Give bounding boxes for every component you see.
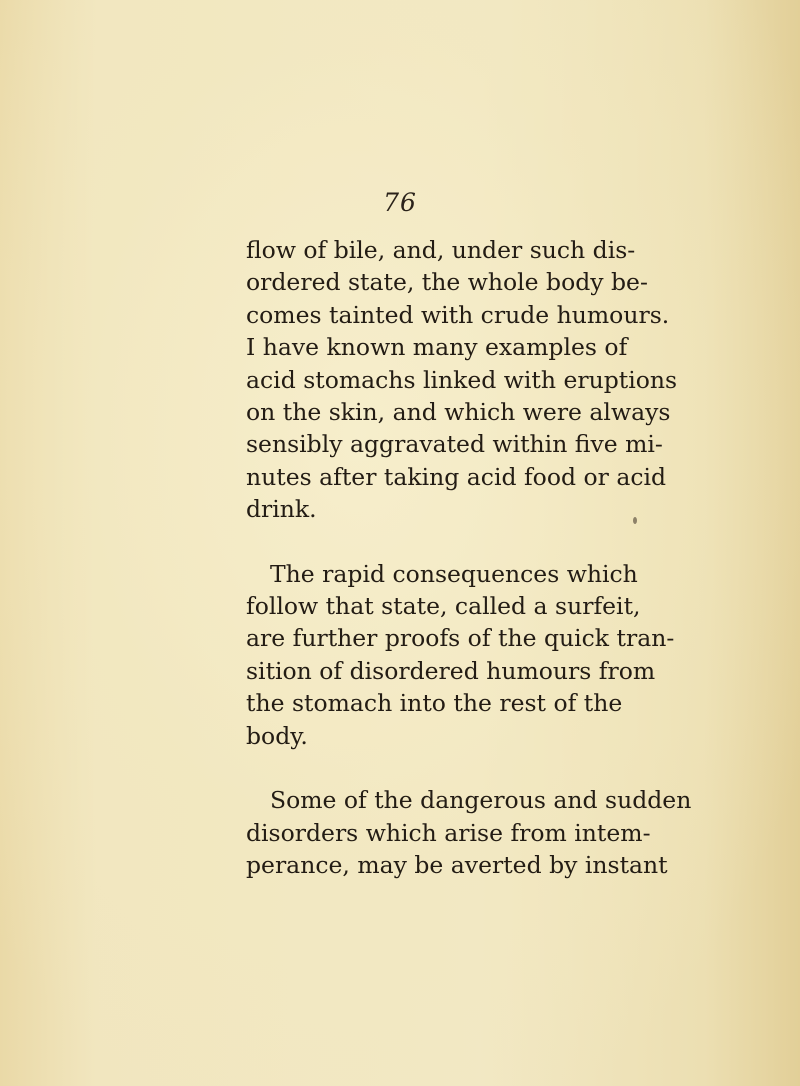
text-line: Some of the dangerous and sudden	[270, 786, 692, 815]
paragraph-1	[246, 234, 678, 526]
text-line: I have known many examples of	[246, 333, 628, 362]
text-line: ordered state, the whole body be-	[246, 268, 648, 297]
text-line: sensibly aggravated within five mi-	[246, 430, 663, 459]
text-line: the stomach into the rest of the	[246, 689, 623, 718]
text-line: on the skin, and which were always	[246, 398, 671, 427]
text-line: sition of disordered humours from	[246, 656, 656, 685]
text-line: follow that state, called a surfeit,	[246, 592, 641, 621]
body-text	[246, 234, 692, 881]
text-line: drink.	[246, 495, 317, 524]
page-number: 76	[383, 188, 417, 217]
paragraph-3	[246, 784, 692, 881]
text-line: comes tainted with crude humours.	[246, 300, 670, 329]
text-line: flow of bile, and, under such dis-	[246, 236, 636, 264]
text-line: are further proofs of the quick tran-	[246, 624, 675, 653]
text-line: perance, may be averted by instant	[246, 850, 668, 879]
text-line: disorders which arise from intem-	[246, 818, 651, 847]
text-line: nutes after taking acid food or acid	[246, 462, 667, 491]
paragraph-2	[246, 558, 675, 752]
text-line: acid stomachs linked with eruptions	[246, 365, 678, 394]
text-line: body.	[246, 721, 308, 750]
text-line: The rapid consequences which	[270, 559, 638, 588]
ink-speck	[633, 517, 637, 524]
